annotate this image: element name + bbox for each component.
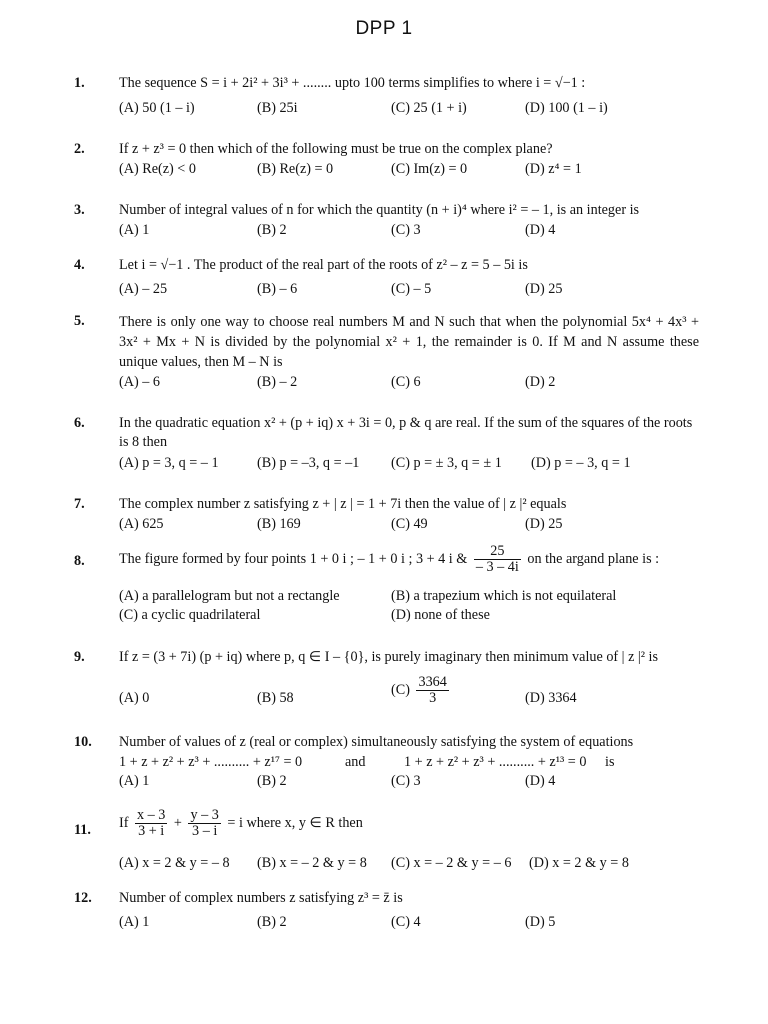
- option-c: (C) Im(z) = 0: [391, 161, 468, 177]
- option-d: (D) 25: [525, 281, 563, 297]
- question-number: 11.: [74, 822, 91, 838]
- question-stem: [119, 544, 699, 575]
- fraction: [474, 544, 521, 575]
- option-c: (C) – 5: [391, 281, 432, 297]
- question-stem: Number of values of z (real or complex) simultaneously satisfying the system of equations: [119, 734, 634, 750]
- options-row: [119, 913, 699, 932]
- option-a: (A) – 25: [119, 281, 168, 297]
- is-text: is: [605, 754, 615, 770]
- option-a: (A) 1: [119, 914, 150, 930]
- question-number: 5.: [74, 313, 85, 329]
- option-c: (C) 25 (1 + i): [391, 100, 467, 116]
- option-d: (D) 5: [525, 914, 556, 930]
- option-d: (D) 100 (1 – i): [525, 100, 608, 116]
- option-d: (D) 2: [525, 374, 556, 390]
- fraction-numerator: 3364: [418, 674, 447, 690]
- option-a: (A) x = 2 & y = – 8: [119, 855, 230, 871]
- fraction: [416, 675, 448, 706]
- options-row: [119, 587, 699, 606]
- option-b: (B) 169: [257, 516, 301, 532]
- question-stem: The complex number z satisfying z + | z | = 1 + 7i then the value of | z |² equals: [119, 496, 567, 512]
- option-b: (B) 58: [257, 690, 294, 706]
- option-a: (A) 625: [119, 516, 164, 532]
- option-d: (D) none of these: [391, 607, 490, 623]
- options-row: [119, 606, 699, 625]
- options-row: [119, 160, 699, 179]
- option-b: (B) 2: [257, 773, 287, 789]
- option-b: (B) a trapezium which is not equilateral: [391, 588, 617, 604]
- question-number: 8.: [74, 553, 85, 569]
- option-d: (D) x = 2 & y = 8: [529, 855, 629, 871]
- option-c: (C) 49: [391, 516, 428, 532]
- option-d: (D) z⁴ = 1: [525, 161, 582, 177]
- option-c: (C) p = ± 3, q = ± 1: [391, 455, 502, 471]
- question-number: 2.: [74, 141, 85, 157]
- fraction-denominator: 3 + i: [138, 823, 165, 839]
- options-row: [119, 221, 699, 240]
- equation-2: 1 + z + z² + z³ + .......... + z¹³ = 0: [404, 754, 587, 770]
- options-row: [119, 772, 699, 791]
- options-row: [119, 99, 699, 118]
- option-d: (D) 4: [525, 222, 556, 238]
- option-b: (B) 25i: [257, 100, 298, 116]
- option-b: (B) p = –3, q = –1: [257, 455, 360, 471]
- question-stem: Let i = √−1 . The product of the real part of the roots of z² – z = 5 – 5i is: [119, 257, 528, 273]
- fraction-2: [188, 808, 220, 839]
- option-c: (C) a cyclic quadrilateral: [119, 607, 261, 623]
- question-number: 4.: [74, 257, 85, 273]
- option-c: (C) 3: [391, 222, 421, 238]
- option-a: (A) Re(z) < 0: [119, 161, 196, 177]
- option-b: (B) Re(z) = 0: [257, 161, 334, 177]
- fraction-denominator: 3: [429, 690, 437, 706]
- option-a: (A) 50 (1 – i): [119, 100, 195, 116]
- option-a: (A) 0: [119, 690, 150, 706]
- question-stem: The sequence S = i + 2i² + 3i³ + ........ upto 100 terms simplifies to where i = √−1 :: [119, 75, 586, 91]
- option-c: (C) 4: [391, 914, 421, 930]
- option-c: (C) 3: [391, 773, 421, 789]
- option-b: (B) – 6: [257, 281, 298, 297]
- option-b: (B) – 2: [257, 374, 298, 390]
- option-d: (D) 4: [525, 773, 556, 789]
- question-stem: If z = (3 + 7i) (p + iq) where p, q ∈ I – {0}, is purely imaginary then minimum value of | z |² is: [119, 649, 659, 665]
- plus-sign: +: [173, 814, 182, 831]
- fraction-denominator: – 3 – 4i: [475, 559, 519, 575]
- question-number: 6.: [74, 415, 85, 431]
- stem-text: The figure formed by four points 1 + 0 i ; – 1 + 0 i ; 3 + 4 i &: [119, 550, 468, 567]
- page-title: DPP 1: [355, 18, 413, 39]
- option-d: (D) p = – 3, q = 1: [531, 455, 631, 471]
- option-a: (A) – 6: [119, 374, 160, 390]
- option-a: (A) a parallelogram but not a rectangle: [119, 588, 340, 604]
- fraction-1: [135, 808, 167, 839]
- option-d: (D) 25: [525, 516, 563, 532]
- question-stem: If z + z³ = 0 then which of the following must be true on the complex plane?: [119, 141, 553, 157]
- question-stem: In the quadratic equation x² + (p + iq) x + 3i = 0, p & q are real. If the sum of the squares of the roots is 8 then: [119, 415, 693, 450]
- fraction-numerator: 25: [474, 544, 521, 560]
- stem-text: If: [119, 814, 129, 831]
- option-a: (A) 1: [119, 773, 150, 789]
- question-number: 7.: [74, 496, 85, 512]
- fraction-denominator: 3 – i: [192, 823, 218, 839]
- fraction-numerator: x – 3: [137, 807, 166, 823]
- option-c-label: (C): [391, 681, 410, 698]
- question-stem: There is only one way to choose real numbers M and N such that when the polynomial 5x⁴ + 4x³ + 3x² + Mx + N is divided by the polynomial x² + 1, the remainder is 0. If M and N assume these unique values, then M – N is: [119, 314, 699, 370]
- equation-1: 1 + z + z² + z³ + .......... + z¹⁷ = 0: [119, 754, 303, 770]
- options-row: [119, 454, 699, 473]
- options-row: [119, 515, 699, 534]
- option-c: (C) x = – 2 & y = – 6: [391, 855, 512, 871]
- question-stem: [119, 808, 699, 839]
- option-a: (A) 1: [119, 222, 150, 238]
- option-b: (B) 2: [257, 222, 287, 238]
- question-number: 9.: [74, 649, 85, 665]
- question-stem: Number of complex numbers z satisfying z³ = z̄ is: [119, 890, 403, 906]
- options-row: [119, 373, 699, 392]
- options-row: [119, 675, 699, 719]
- option-a: (A) p = 3, q = – 1: [119, 455, 219, 471]
- and-text: and: [345, 754, 366, 770]
- option-c: (C) 6: [391, 374, 421, 390]
- option-d: (D) 3364: [525, 690, 577, 706]
- question-number: 1.: [74, 75, 85, 91]
- option-c: [391, 675, 452, 706]
- question-stem: Number of integral values of n for which the quantity (n + i)⁴ where i² = – 1, is an integer is: [119, 202, 640, 218]
- question-number: 12.: [74, 890, 92, 906]
- question-number: 10.: [74, 734, 92, 750]
- option-b: (B) x = – 2 & y = 8: [257, 855, 367, 871]
- fraction-numerator: y – 3: [190, 807, 219, 823]
- options-row: [119, 854, 699, 873]
- stem-text: on the argand plane is :: [527, 550, 660, 567]
- stem-text: = i where x, y ∈ R then: [227, 814, 363, 831]
- question-number: 3.: [74, 202, 85, 218]
- options-row: [119, 280, 699, 299]
- equations-row: [119, 753, 699, 772]
- option-b: (B) 2: [257, 914, 287, 930]
